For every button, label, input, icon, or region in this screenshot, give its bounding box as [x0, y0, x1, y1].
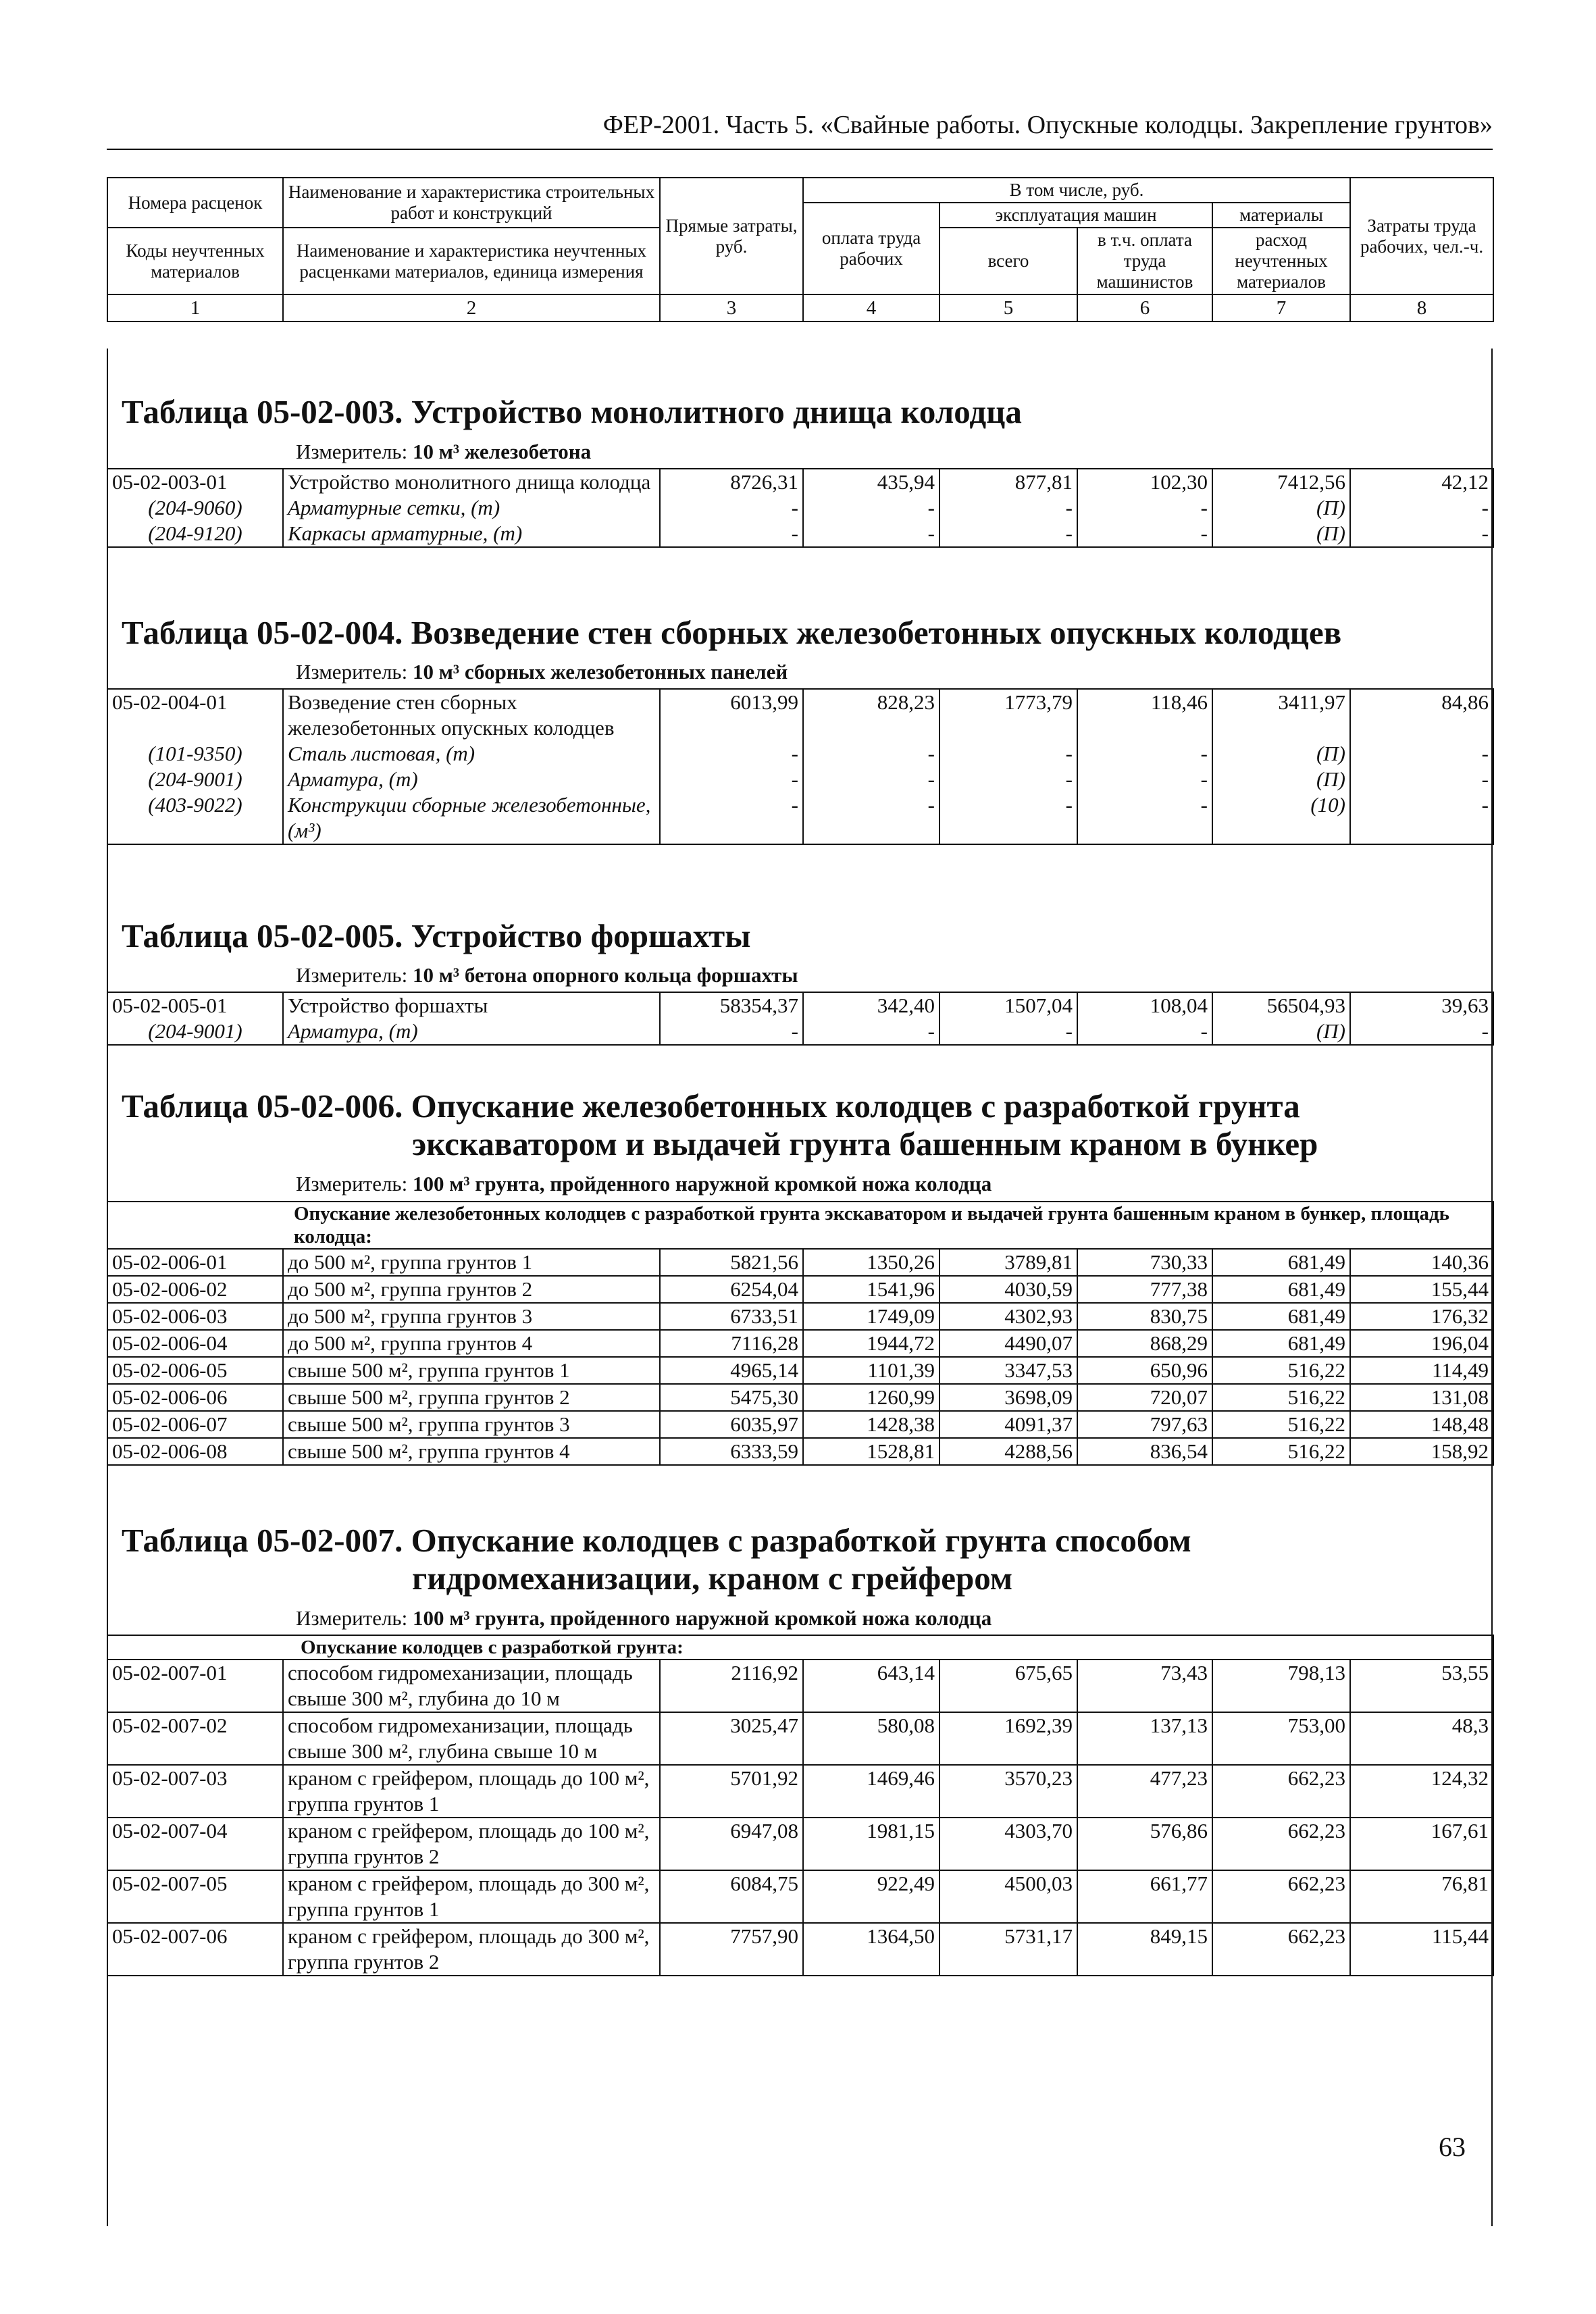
- row-labor: 155,44: [1350, 1276, 1493, 1303]
- material-code: (204-9001): [107, 1019, 283, 1045]
- row-worker-pay: 922,49: [803, 1870, 939, 1923]
- row-worker-pay: 580,08: [803, 1712, 939, 1765]
- table-007-meter: [296, 1606, 992, 1630]
- col-num: 2: [283, 294, 660, 322]
- table-row: [107, 1818, 1493, 1870]
- row-direct-costs: -: [660, 495, 803, 521]
- header-rule: [107, 149, 1493, 150]
- row-name: Устройство монолитного днища колодца: [283, 469, 660, 495]
- row-code: 05-02-007-05: [107, 1870, 283, 1923]
- row-code: 05-02-005-01: [107, 992, 283, 1019]
- title-line-2: гидромеханизации, краном с грейфером: [412, 1560, 1013, 1597]
- row-worker-pay: 828,23: [803, 689, 939, 741]
- row-code: 05-02-006-07: [107, 1411, 283, 1438]
- col-num: 4: [803, 294, 939, 322]
- table-003: [107, 468, 1494, 548]
- row-name: до 500 м², группа грунтов 2: [283, 1276, 660, 1303]
- table-row: [107, 1870, 1493, 1923]
- row-direct-costs: 6035,97: [660, 1411, 803, 1438]
- row-labor: 167,61: [1350, 1818, 1493, 1870]
- table-row: [107, 1384, 1493, 1411]
- meter-label: Измеритель:: [296, 1606, 408, 1630]
- row-code: 05-02-006-01: [107, 1249, 283, 1276]
- table-row: [107, 469, 1493, 495]
- col-header-materials: материалы: [1212, 203, 1350, 228]
- col-header-worker-pay: оплата труда рабочих: [803, 203, 939, 294]
- material-code: (101-9350): [107, 741, 283, 767]
- col-header-material-names: Наименование и характеристика неучтенных расценками материалов, единица измерения: [283, 228, 660, 294]
- row-operator-pay: 118,46: [1077, 689, 1212, 741]
- row-code: 05-02-006-05: [107, 1357, 283, 1384]
- material-code: (204-9120): [107, 521, 283, 547]
- row-materials: 516,22: [1212, 1384, 1350, 1411]
- row-operator-pay: 849,15: [1077, 1923, 1212, 1976]
- row-direct-costs: 6333,59: [660, 1438, 803, 1465]
- row-direct-costs: -: [660, 767, 803, 792]
- row-labor: 114,49: [1350, 1357, 1493, 1384]
- group-header-row: [107, 1635, 1493, 1660]
- col-header-machines-total: всего: [939, 228, 1077, 294]
- material-row: [107, 741, 1493, 767]
- table-005: [107, 992, 1494, 1046]
- row-operator-pay: -: [1077, 741, 1212, 767]
- row-labor: -: [1350, 1019, 1493, 1045]
- row-worker-pay: 1469,46: [803, 1765, 939, 1818]
- row-direct-costs: 6254,04: [660, 1276, 803, 1303]
- row-operator-pay: 108,04: [1077, 992, 1212, 1019]
- row-code: 05-02-006-04: [107, 1330, 283, 1357]
- row-name: свыше 500 м², группа грунтов 1: [283, 1357, 660, 1384]
- table-004: [107, 688, 1494, 845]
- table-row: [107, 1411, 1493, 1438]
- table-004-meter: [296, 660, 788, 684]
- material-row: [107, 792, 1493, 844]
- row-worker-pay: 435,94: [803, 469, 939, 495]
- title-line-1: Таблица 05-02-006. Опускание железобетонных колодцев с разработкой грунта: [122, 1087, 1300, 1125]
- row-materials: 681,49: [1212, 1249, 1350, 1276]
- row-worker-pay: 643,14: [803, 1660, 939, 1712]
- row-operator-pay: 650,96: [1077, 1357, 1212, 1384]
- material-row: [107, 767, 1493, 792]
- table-row: [107, 1357, 1493, 1384]
- row-operator-pay: 868,29: [1077, 1330, 1212, 1357]
- row-code: 05-02-007-03: [107, 1765, 283, 1818]
- row-labor: -: [1350, 767, 1493, 792]
- row-labor: 140,36: [1350, 1249, 1493, 1276]
- col-header-name: Наименование и характеристика строительных работ и конструкций: [283, 178, 660, 228]
- table-003-meter: [296, 440, 591, 464]
- row-labor: 48,3: [1350, 1712, 1493, 1765]
- row-worker-pay: 1428,38: [803, 1411, 939, 1438]
- row-name: краном с грейфером, площадь до 300 м², группа грунтов 1: [283, 1870, 660, 1923]
- material-code: (403-9022): [107, 792, 283, 844]
- row-direct-costs: 6084,75: [660, 1870, 803, 1923]
- row-worker-pay: 1260,99: [803, 1384, 939, 1411]
- row-labor: -: [1350, 792, 1493, 844]
- row-worker-pay: 1528,81: [803, 1438, 939, 1465]
- row-materials: 662,23: [1212, 1870, 1350, 1923]
- row-direct-costs: 7116,28: [660, 1330, 803, 1357]
- row-direct-costs: 5821,56: [660, 1249, 803, 1276]
- row-machines-total: -: [939, 741, 1077, 767]
- row-materials: 681,49: [1212, 1330, 1350, 1357]
- material-name: Арматурные сетки, (т): [283, 495, 660, 521]
- row-name: Устройство форшахты: [283, 992, 660, 1019]
- row-worker-pay: 1364,50: [803, 1923, 939, 1976]
- col-num: 7: [1212, 294, 1350, 322]
- row-materials: 516,22: [1212, 1357, 1350, 1384]
- row-code: 05-02-007-04: [107, 1818, 283, 1870]
- col-header-including: В том числе, руб.: [803, 178, 1350, 203]
- col-header-direct-costs: Прямые затраты, руб.: [660, 178, 803, 294]
- row-labor: -: [1350, 495, 1493, 521]
- row-name: до 500 м², группа грунтов 1: [283, 1249, 660, 1276]
- row-code: 05-02-003-01: [107, 469, 283, 495]
- row-labor: 124,32: [1350, 1765, 1493, 1818]
- row-code: 05-02-006-03: [107, 1303, 283, 1330]
- row-materials: 662,23: [1212, 1818, 1350, 1870]
- row-materials: 56504,93: [1212, 992, 1350, 1019]
- row-machines-total: -: [939, 792, 1077, 844]
- row-worker-pay: 1541,96: [803, 1276, 939, 1303]
- meter-value: 100 м³ грунта, пройденного наружной кромкой ножа колодца: [412, 1606, 992, 1630]
- row-code: 05-02-007-02: [107, 1712, 283, 1765]
- table-row: [107, 1923, 1493, 1976]
- row-operator-pay: -: [1077, 495, 1212, 521]
- row-direct-costs: 4965,14: [660, 1357, 803, 1384]
- row-materials: (П): [1212, 767, 1350, 792]
- row-worker-pay: -: [803, 1019, 939, 1045]
- row-worker-pay: 1981,15: [803, 1818, 939, 1870]
- page-number: 63: [1439, 2132, 1466, 2162]
- table-row: [107, 689, 1493, 741]
- row-labor: 42,12: [1350, 469, 1493, 495]
- row-worker-pay: -: [803, 495, 939, 521]
- col-header-material-codes: Коды неучтенных материалов: [107, 228, 283, 294]
- row-name: краном с грейфером, площадь до 300 м², группа грунтов 2: [283, 1923, 660, 1976]
- row-materials: 753,00: [1212, 1712, 1350, 1765]
- row-materials: (П): [1212, 1019, 1350, 1045]
- row-code: 05-02-004-01: [107, 689, 283, 741]
- row-direct-costs: 6733,51: [660, 1303, 803, 1330]
- row-direct-costs: 6947,08: [660, 1818, 803, 1870]
- row-operator-pay: 797,63: [1077, 1411, 1212, 1438]
- meter-label: Измеритель:: [296, 1172, 408, 1195]
- row-direct-costs: 7757,90: [660, 1923, 803, 1976]
- row-operator-pay: 830,75: [1077, 1303, 1212, 1330]
- row-operator-pay: 73,43: [1077, 1660, 1212, 1712]
- row-machines-total: 5731,17: [939, 1923, 1077, 1976]
- meter-value: 10 м³ железобетона: [412, 440, 592, 463]
- row-materials: (П): [1212, 521, 1350, 547]
- row-machines-total: 3570,23: [939, 1765, 1077, 1818]
- row-machines-total: 877,81: [939, 469, 1077, 495]
- table-row: [107, 992, 1493, 1019]
- row-materials: (10): [1212, 792, 1350, 844]
- meter-value: 10 м³ сборных железобетонных панелей: [412, 660, 788, 684]
- row-materials: 3411,97: [1212, 689, 1350, 741]
- col-num: 5: [939, 294, 1077, 322]
- table-006: [107, 1201, 1494, 1466]
- row-worker-pay: 1101,39: [803, 1357, 939, 1384]
- row-name: краном с грейфером, площадь до 100 м², группа грунтов 2: [283, 1818, 660, 1870]
- row-operator-pay: -: [1077, 767, 1212, 792]
- row-machines-total: 4091,37: [939, 1411, 1077, 1438]
- row-machines-total: 1507,04: [939, 992, 1077, 1019]
- col-num: 8: [1350, 294, 1493, 322]
- row-labor: 176,32: [1350, 1303, 1493, 1330]
- row-labor: 131,08: [1350, 1384, 1493, 1411]
- row-machines-total: 3347,53: [939, 1357, 1077, 1384]
- table-004-title: Таблица 05-02-004. Возведение стен сборных железобетонных опускных колодцев: [122, 614, 1342, 651]
- row-labor: 76,81: [1350, 1870, 1493, 1923]
- material-name: Конструкции сборные железобетонные, (м³): [283, 792, 660, 844]
- row-worker-pay: -: [803, 741, 939, 767]
- table-row: [107, 1276, 1493, 1303]
- row-materials: (П): [1212, 741, 1350, 767]
- row-materials: (П): [1212, 495, 1350, 521]
- row-labor: -: [1350, 521, 1493, 547]
- row-name: свыше 500 м², группа грунтов 3: [283, 1411, 660, 1438]
- group-header: Опускание колодцев с разработкой грунта:: [107, 1635, 1493, 1660]
- title-line-1: Таблица 05-02-007. Опускание колодцев с разработкой грунта способом: [122, 1522, 1191, 1559]
- row-labor: 39,63: [1350, 992, 1493, 1019]
- row-materials: 798,13: [1212, 1660, 1350, 1712]
- row-labor: 115,44: [1350, 1923, 1493, 1976]
- row-materials: 662,23: [1212, 1765, 1350, 1818]
- row-machines-total: 4288,56: [939, 1438, 1077, 1465]
- row-machines-total: 4030,59: [939, 1276, 1077, 1303]
- row-operator-pay: -: [1077, 1019, 1212, 1045]
- col-num: 6: [1077, 294, 1212, 322]
- row-materials: 681,49: [1212, 1303, 1350, 1330]
- meter-value: 100 м³ грунта, пройденного наружной кромкой ножа колодца: [412, 1172, 992, 1195]
- row-direct-costs: -: [660, 1019, 803, 1045]
- row-machines-total: 4302,93: [939, 1303, 1077, 1330]
- row-operator-pay: 102,30: [1077, 469, 1212, 495]
- row-code: 05-02-006-02: [107, 1276, 283, 1303]
- material-name: Арматура, (т): [283, 767, 660, 792]
- material-row: [107, 1019, 1493, 1045]
- col-header-labor: Затраты труда рабочих, чел.-ч.: [1350, 178, 1493, 294]
- material-name: Сталь листовая, (т): [283, 741, 660, 767]
- row-name: свыше 500 м², группа грунтов 2: [283, 1384, 660, 1411]
- row-worker-pay: 1944,72: [803, 1330, 939, 1357]
- table-row: [107, 1438, 1493, 1465]
- row-worker-pay: -: [803, 521, 939, 547]
- row-name: свыше 500 м², группа грунтов 4: [283, 1438, 660, 1465]
- row-name: до 500 м², группа грунтов 3: [283, 1303, 660, 1330]
- title-line-2: экскаватором и выдачей грунта башенным краном в бункер: [412, 1125, 1318, 1162]
- row-machines-total: 1773,79: [939, 689, 1077, 741]
- col-header-machines: эксплуатация машин: [939, 203, 1212, 228]
- row-direct-costs: 8726,31: [660, 469, 803, 495]
- table-003-title: Таблица 05-02-003. Устройство монолитного днища колодца: [122, 393, 1022, 430]
- row-materials: 516,22: [1212, 1411, 1350, 1438]
- row-code: 05-02-007-01: [107, 1660, 283, 1712]
- row-direct-costs: 2116,92: [660, 1660, 803, 1712]
- row-direct-costs: 5475,30: [660, 1384, 803, 1411]
- row-operator-pay: 730,33: [1077, 1249, 1212, 1276]
- row-labor: -: [1350, 741, 1493, 767]
- col-num: 3: [660, 294, 803, 322]
- table-row: [107, 1712, 1493, 1765]
- row-machines-total: -: [939, 495, 1077, 521]
- row-name: способом гидромеханизации, площадь свыше 300 м², глубина до 10 м: [283, 1660, 660, 1712]
- row-operator-pay: 477,23: [1077, 1765, 1212, 1818]
- row-name: способом гидромеханизации, площадь свыше 300 м², глубина свыше 10 м: [283, 1712, 660, 1765]
- column-header-table: [107, 177, 1494, 322]
- material-row: [107, 521, 1493, 547]
- meter-value: 10 м³ бетона опорного кольца форшахты: [412, 963, 798, 987]
- row-code: 05-02-006-06: [107, 1384, 283, 1411]
- material-code: (204-9060): [107, 495, 283, 521]
- row-worker-pay: 342,40: [803, 992, 939, 1019]
- meter-label: Измеритель:: [296, 440, 408, 463]
- row-labor: 196,04: [1350, 1330, 1493, 1357]
- row-machines-total: 3698,09: [939, 1384, 1077, 1411]
- row-name: краном с грейфером, площадь до 100 м², группа грунтов 1: [283, 1765, 660, 1818]
- row-worker-pay: 1350,26: [803, 1249, 939, 1276]
- meter-label: Измеритель:: [296, 963, 408, 987]
- row-worker-pay: 1749,09: [803, 1303, 939, 1330]
- meter-label: Измеритель:: [296, 660, 408, 684]
- row-operator-pay: 661,77: [1077, 1870, 1212, 1923]
- row-labor: 158,92: [1350, 1438, 1493, 1465]
- row-machines-total: -: [939, 1019, 1077, 1045]
- row-direct-costs: 3025,47: [660, 1712, 803, 1765]
- table-row: [107, 1660, 1493, 1712]
- row-machines-total: 3789,81: [939, 1249, 1077, 1276]
- row-direct-costs: -: [660, 792, 803, 844]
- row-direct-costs: -: [660, 741, 803, 767]
- group-header-row: [107, 1202, 1493, 1249]
- row-labor: 84,86: [1350, 689, 1493, 741]
- row-materials: 662,23: [1212, 1923, 1350, 1976]
- col-header-operator-pay: в т.ч. оплата труда машинистов: [1077, 228, 1212, 294]
- table-row: [107, 1765, 1493, 1818]
- row-operator-pay: 576,86: [1077, 1818, 1212, 1870]
- row-operator-pay: 836,54: [1077, 1438, 1212, 1465]
- row-direct-costs: 6013,99: [660, 689, 803, 741]
- material-code: (204-9001): [107, 767, 283, 792]
- row-labor: 53,55: [1350, 1660, 1493, 1712]
- row-machines-total: 4490,07: [939, 1330, 1077, 1357]
- table-007-title: [122, 1522, 1191, 1597]
- table-005-meter: [296, 963, 798, 987]
- col-num: 1: [107, 294, 283, 322]
- page-header: ФЕР-2001. Часть 5. «Свайные работы. Опускные колодцы. Закрепление грунтов»: [602, 111, 1493, 139]
- row-operator-pay: 720,07: [1077, 1384, 1212, 1411]
- table-row: [107, 1249, 1493, 1276]
- row-operator-pay: -: [1077, 792, 1212, 844]
- table-005-title: Таблица 05-02-005. Устройство форшахты: [122, 917, 751, 954]
- row-direct-costs: 5701,92: [660, 1765, 803, 1818]
- row-code: 05-02-007-06: [107, 1923, 283, 1976]
- row-machines-total: 4500,03: [939, 1870, 1077, 1923]
- col-header-material-use: расход неучтенных материалов: [1212, 228, 1350, 294]
- group-header: Опускание железобетонных колодцев с разработкой грунта экскаватором и выдачей грунта башенным краном в бункер, площадь колодца:: [107, 1202, 1493, 1249]
- row-operator-pay: -: [1077, 521, 1212, 547]
- row-machines-total: 1692,39: [939, 1712, 1077, 1765]
- row-machines-total: 4303,70: [939, 1818, 1077, 1870]
- table-006-meter: [296, 1172, 992, 1196]
- row-name: до 500 м², группа грунтов 4: [283, 1330, 660, 1357]
- table-007: [107, 1635, 1494, 1976]
- row-materials: 681,49: [1212, 1276, 1350, 1303]
- row-labor: 148,48: [1350, 1411, 1493, 1438]
- row-materials: 516,22: [1212, 1438, 1350, 1465]
- row-name: Возведение стен сборных железобетонных опускных колодцев: [283, 689, 660, 741]
- table-row: [107, 1303, 1493, 1330]
- row-materials: 7412,56: [1212, 469, 1350, 495]
- material-name: Арматура, (т): [283, 1019, 660, 1045]
- row-direct-costs: -: [660, 521, 803, 547]
- row-machines-total: -: [939, 767, 1077, 792]
- row-worker-pay: -: [803, 792, 939, 844]
- material-name: Каркасы арматурные, (т): [283, 521, 660, 547]
- row-operator-pay: 137,13: [1077, 1712, 1212, 1765]
- table-006-title: [122, 1087, 1318, 1163]
- table-row: [107, 1330, 1493, 1357]
- row-operator-pay: 777,38: [1077, 1276, 1212, 1303]
- col-header-codes: Номера расценок: [107, 178, 283, 228]
- row-worker-pay: -: [803, 767, 939, 792]
- row-machines-total: 675,65: [939, 1660, 1077, 1712]
- row-code: 05-02-006-08: [107, 1438, 283, 1465]
- row-machines-total: -: [939, 521, 1077, 547]
- material-row: [107, 495, 1493, 521]
- row-direct-costs: 58354,37: [660, 992, 803, 1019]
